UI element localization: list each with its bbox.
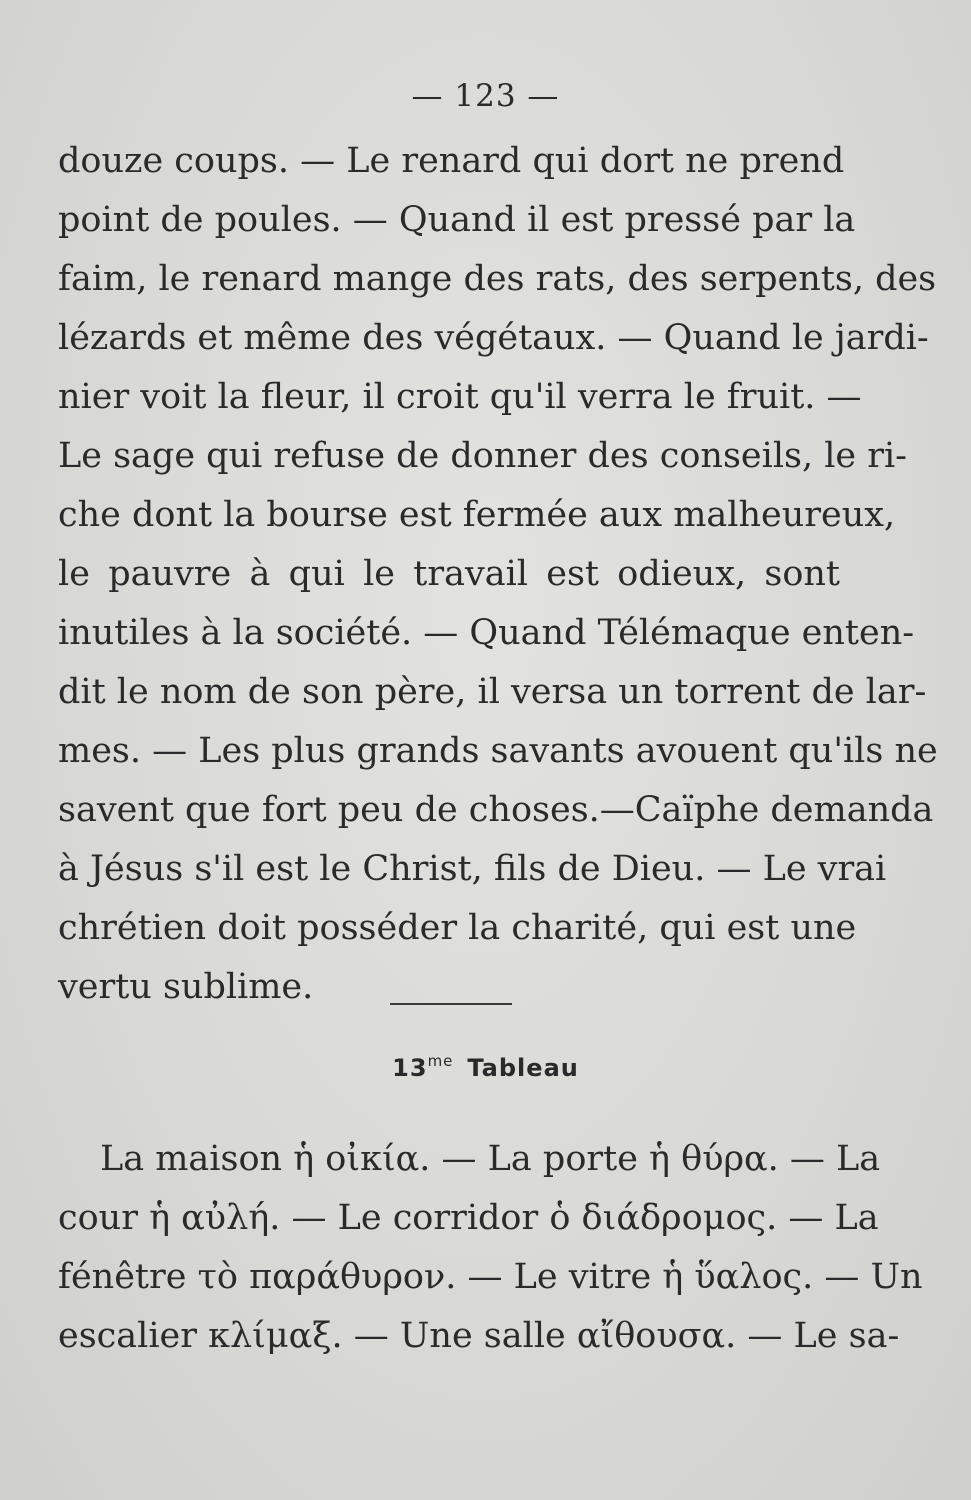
- vocab-line: cour ἡ αὐλή. — Le corridor ὁ διάδρομος. — La: [58, 1198, 879, 1238]
- text-line: nier voit la fleur, il croit qu'il verra le fruit. —: [58, 377, 862, 417]
- vocabulary-text: [58, 1130, 923, 1366]
- text-line: faim, le renard mange des rats, des serpents, des: [58, 259, 937, 299]
- text-line: douze coups. — Le renard qui dort ne prend: [58, 141, 845, 181]
- vocab-line: La maison ἡ οἰκία. — La porte ἡ θύρα. — La: [100, 1139, 881, 1179]
- section-title-text: Tableau: [467, 1054, 579, 1082]
- text-line: le pauvre à qui le travail est odieux, sont: [58, 554, 840, 594]
- text-line: chrétien doit posséder la charité, qui est une: [58, 908, 857, 948]
- text-line: Le sage qui refuse de donner des conseils, le ri-: [58, 436, 908, 476]
- section-divider: [390, 1003, 512, 1005]
- text-line: à Jésus s'il est le Christ, fils de Dieu. — Le vrai: [58, 849, 887, 889]
- text-line: point de poules. — Quand il est pressé par la: [58, 200, 856, 240]
- section-superscript: me: [427, 1052, 454, 1070]
- section-number: 13: [392, 1054, 428, 1082]
- page-number: — 123 —: [411, 78, 560, 114]
- text-line: che dont la bourse est fermée aux malheureux,: [58, 495, 896, 535]
- text-line: dit le nom de son père, il versa un torrent de lar-: [58, 672, 927, 712]
- vocab-line: fénêtre τὸ παράθυρον. — Le vitre ἡ ὕαλος. — Un: [58, 1257, 923, 1297]
- text-line: vertu sublime.: [58, 967, 314, 1007]
- text-line: lézards et même des végétaux. — Quand le jardi-: [58, 318, 929, 358]
- body-text: [58, 132, 938, 1017]
- text-line: savent que fort peu de choses.—Caïphe demanda: [58, 790, 934, 830]
- text-line: inutiles à la société. — Quand Télémaque enten-: [58, 613, 915, 653]
- vocab-line: escalier κλίμαξ. — Une salle αἴθουσα. — Le sa-: [58, 1316, 900, 1356]
- section-title: [0, 1052, 971, 1082]
- text-line: mes. — Les plus grands savants avouent qu'ils ne: [58, 731, 938, 771]
